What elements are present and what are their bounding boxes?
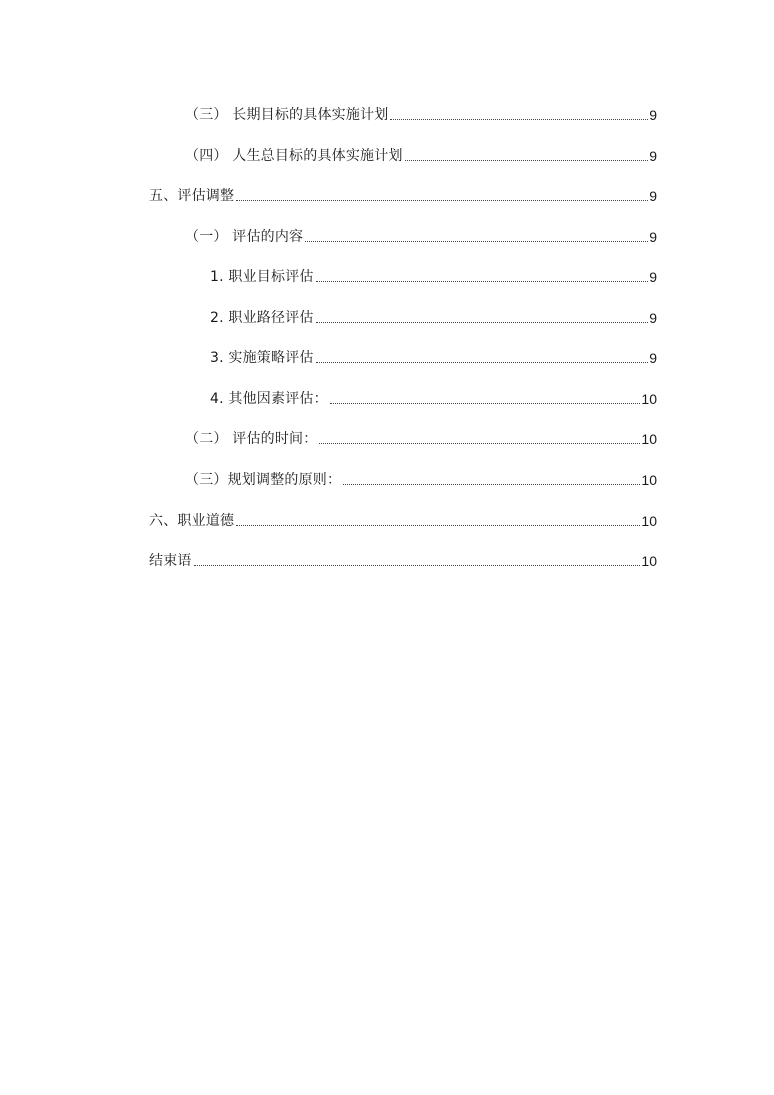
toc-page-number: 10 xyxy=(641,391,657,407)
toc-dot-leader xyxy=(236,525,640,526)
toc-entry-professional-ethics[interactable] xyxy=(149,508,657,530)
toc-entry-strategy-evaluation[interactable] xyxy=(210,345,657,367)
toc-dot-leader xyxy=(343,484,640,485)
toc-entry-title: 五、评估调整 xyxy=(149,188,235,204)
toc-dot-leader xyxy=(316,362,649,363)
toc-entry-title: 1. 职业目标评估 xyxy=(210,269,314,285)
toc-entry-career-path-evaluation[interactable] xyxy=(210,305,657,327)
toc-page-number: 10 xyxy=(641,553,657,569)
toc-entry-career-goal-evaluation[interactable] xyxy=(210,264,657,286)
toc-entry-adjustment-principles[interactable] xyxy=(185,467,657,489)
toc-dot-leader xyxy=(316,322,649,323)
toc-entry-title: 结束语 xyxy=(149,553,192,569)
toc-entry-title: （二） 评估的时间： xyxy=(185,431,318,447)
toc-dot-leader xyxy=(330,403,641,404)
toc-entry-long-term-plan[interactable] xyxy=(185,102,657,124)
toc-page-number: 10 xyxy=(641,472,657,488)
toc-entry-life-goal-plan[interactable] xyxy=(185,143,657,165)
toc-dot-leader xyxy=(236,200,648,201)
toc-dot-leader xyxy=(319,443,640,444)
toc-entry-evaluation-adjustment[interactable] xyxy=(149,183,657,205)
toc-entry-evaluation-content[interactable] xyxy=(185,224,657,246)
toc-dot-leader xyxy=(316,281,649,282)
toc-page-number: 9 xyxy=(649,148,657,164)
toc-page-number: 10 xyxy=(641,513,657,529)
toc-page-number: 9 xyxy=(649,350,657,366)
toc-page-number: 9 xyxy=(649,229,657,245)
toc-entry-title: 3. 实施策略评估 xyxy=(210,350,314,366)
toc-entry-title: 4. 其他因素评估： xyxy=(210,391,328,407)
toc-page-number: 9 xyxy=(649,188,657,204)
toc-page-number: 9 xyxy=(649,107,657,123)
toc-page-number: 9 xyxy=(649,310,657,326)
toc-page-number: 10 xyxy=(641,431,657,447)
toc-entry-title: 2. 职业路径评估 xyxy=(210,310,314,326)
toc-entry-evaluation-time[interactable] xyxy=(185,426,657,448)
toc-entry-title: （三） 长期目标的具体实施计划 xyxy=(185,107,389,123)
toc-entry-title: （三）规划调整的原则： xyxy=(185,472,342,488)
toc-entry-title: （四） 人生总目标的具体实施计划 xyxy=(185,148,403,164)
toc-page-number: 9 xyxy=(649,269,657,285)
toc-entry-title: （一） 评估的内容 xyxy=(185,229,304,245)
toc-dot-leader xyxy=(390,119,648,120)
toc-dot-leader xyxy=(405,160,649,161)
toc-dot-leader xyxy=(194,565,641,566)
toc-entry-conclusion[interactable] xyxy=(149,548,657,570)
toc-dot-leader xyxy=(305,241,648,242)
toc-entry-title: 六、职业道德 xyxy=(149,513,235,529)
toc-entry-other-factors-evaluation[interactable] xyxy=(210,386,657,408)
